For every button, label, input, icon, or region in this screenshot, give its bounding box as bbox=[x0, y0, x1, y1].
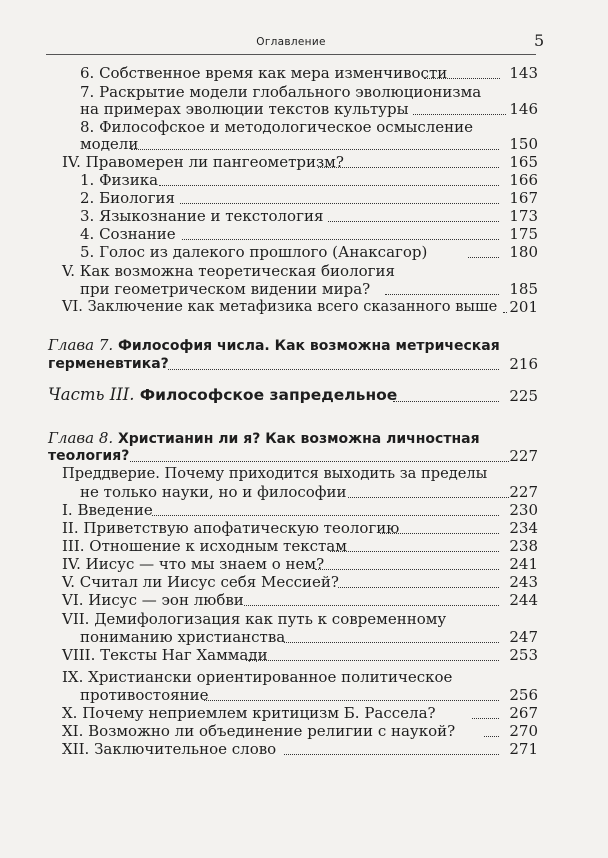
chapter-title: Философия числа. Как возможна метрическая bbox=[117, 338, 500, 354]
running-head bbox=[46, 34, 536, 55]
toc-page-number: 143 bbox=[509, 64, 538, 82]
toc-entry-title: 6. Собственное время как мера изменчивости bbox=[80, 64, 448, 82]
toc-entry-continued bbox=[80, 483, 347, 501]
part-prefix: Часть III. bbox=[48, 385, 135, 404]
chapter-title: Христианин ли я? Как возможна личностная bbox=[117, 431, 480, 447]
chapter-title-continued: герменевтика? bbox=[48, 356, 169, 372]
toc-entry bbox=[62, 646, 268, 664]
toc-entry bbox=[62, 501, 153, 519]
toc-entry bbox=[80, 243, 427, 261]
toc-entry-continued bbox=[80, 686, 208, 704]
toc-entry bbox=[62, 465, 487, 483]
toc-page-number: 256 bbox=[509, 686, 538, 704]
toc-entry-title: 8. Философское и методологическое осмысление bbox=[80, 118, 473, 136]
page-number: 5 bbox=[534, 31, 545, 50]
dot-leader bbox=[131, 149, 499, 150]
dot-leader bbox=[385, 294, 499, 295]
toc-entry bbox=[62, 298, 497, 316]
toc-entry-title: 7. Раскрытие модели глобального эволюционизма bbox=[80, 83, 482, 101]
dot-leader bbox=[168, 369, 499, 370]
toc-entry-title: V. Считал ли Иисус себя Мессией? bbox=[62, 573, 339, 591]
dot-leader bbox=[204, 700, 499, 701]
toc-entry-title: VI. Иисус — эон любви bbox=[62, 591, 244, 609]
toc-page-number: 173 bbox=[509, 207, 538, 225]
toc-page-number: 216 bbox=[509, 355, 538, 373]
chapter-prefix: Глава 8. bbox=[48, 429, 114, 447]
toc-entry-title: пониманию христианства bbox=[80, 628, 286, 646]
toc-page-number: 270 bbox=[509, 722, 538, 740]
dot-leader bbox=[180, 203, 499, 204]
dot-leader bbox=[338, 587, 499, 588]
toc-entry-title: X. Почему неприемлем критицизм Б. Рассела? bbox=[62, 704, 436, 722]
dot-leader bbox=[130, 461, 509, 462]
toc-entry-title: 4. Сознание bbox=[80, 225, 176, 243]
dot-leader bbox=[182, 239, 499, 240]
chapter-title-continued: теология? bbox=[48, 448, 130, 464]
toc-page-number: 225 bbox=[509, 387, 538, 405]
dot-leader bbox=[393, 401, 499, 402]
dot-leader bbox=[348, 497, 509, 498]
dot-leader bbox=[380, 533, 499, 534]
chapter-prefix: Глава 7. bbox=[48, 336, 114, 354]
toc-entry bbox=[62, 610, 446, 628]
toc-page-number: 166 bbox=[509, 171, 538, 189]
dot-leader bbox=[484, 736, 499, 737]
toc-entry-title: не только науки, но и философии bbox=[80, 483, 347, 501]
toc-entry bbox=[62, 537, 347, 555]
toc-entry bbox=[80, 207, 323, 225]
dot-leader bbox=[244, 605, 499, 606]
toc-page-number: 201 bbox=[509, 298, 538, 316]
toc-entry-continued bbox=[80, 280, 370, 298]
toc-entry-title: 2. Биология bbox=[80, 189, 176, 207]
toc-page-number: 271 bbox=[509, 740, 538, 758]
toc-entry-title: модели bbox=[80, 135, 139, 153]
dot-leader bbox=[159, 185, 499, 186]
toc-entry-title: IX. Христиански ориентированное политическое bbox=[62, 668, 453, 686]
toc-entry-title: VII. Демифологизация как путь к современному bbox=[62, 610, 447, 628]
dot-leader bbox=[152, 515, 499, 516]
toc-page-number: 238 bbox=[509, 537, 538, 555]
toc-entry-continued bbox=[80, 628, 285, 646]
toc-entry-title: 5. Голос из далекого прошлого (Анаксагор) bbox=[80, 243, 428, 261]
toc-entry-title: IV. Иисус — что мы знаем о нем? bbox=[62, 555, 325, 573]
toc-entry bbox=[62, 740, 276, 758]
dot-leader bbox=[246, 660, 499, 661]
toc-page-number: 267 bbox=[509, 704, 538, 722]
dot-leader bbox=[413, 114, 506, 115]
toc-entry-title: III. Отношение к исходным текстам bbox=[62, 537, 347, 555]
toc-entry bbox=[62, 519, 399, 537]
toc-entry-title: 3. Языкознание и текстология bbox=[80, 207, 324, 225]
toc-entry bbox=[80, 171, 158, 189]
toc-page-number: 234 bbox=[509, 519, 538, 537]
toc-chapter-entry bbox=[48, 336, 500, 355]
toc-entry bbox=[62, 573, 339, 591]
toc-page-number: 150 bbox=[509, 135, 538, 153]
toc-entry bbox=[80, 118, 473, 136]
dot-leader bbox=[315, 569, 499, 570]
toc-entry-continued bbox=[80, 100, 409, 118]
toc-entry-title: IV. Правомерен ли пангеометризм? bbox=[62, 153, 344, 171]
toc-page-number: 227 bbox=[509, 447, 538, 465]
toc-entry bbox=[80, 83, 481, 101]
toc-entry-title: XI. Возможно ли объединение религии с наукой? bbox=[62, 722, 456, 740]
toc-entry bbox=[62, 591, 244, 609]
toc-part-entry bbox=[48, 386, 397, 404]
toc-page-number: 185 bbox=[509, 280, 538, 298]
toc-entry-title: V. Как возможна теоретическая биология bbox=[62, 262, 395, 280]
toc-entry-title: Преддверие. Почему приходится выходить за пределы bbox=[62, 465, 488, 482]
toc-entry-title: I. Введение bbox=[62, 501, 153, 519]
dot-leader bbox=[424, 78, 500, 79]
toc-entry-title: VIII. Тексты Наг Хаммади bbox=[62, 646, 268, 664]
dot-leader bbox=[330, 551, 499, 552]
toc-entry-title: при геометрическом видении мира? bbox=[80, 280, 371, 298]
dot-leader bbox=[318, 167, 499, 168]
toc-page-number: 247 bbox=[509, 628, 538, 646]
toc-entry bbox=[80, 189, 175, 207]
toc-entry bbox=[62, 153, 344, 171]
toc-page-number: 241 bbox=[509, 555, 538, 573]
toc-entry-title: на примерах эволюции текстов культуры bbox=[80, 100, 409, 118]
toc-entry-title: XII. Заключительное слово bbox=[62, 740, 277, 758]
toc-page-number: 243 bbox=[509, 573, 538, 591]
toc-page-number: 167 bbox=[509, 189, 538, 207]
toc-entry bbox=[62, 704, 436, 722]
toc-entry-continued bbox=[80, 135, 138, 153]
toc-entry bbox=[62, 668, 452, 686]
toc-entry bbox=[80, 64, 447, 82]
toc-page-number: 253 bbox=[509, 646, 538, 664]
toc-entry-title: 1. Физика bbox=[80, 171, 159, 189]
toc-entry bbox=[62, 262, 395, 280]
toc-entry bbox=[62, 722, 455, 740]
part-title: Философское запредельное bbox=[139, 386, 398, 404]
running-title: Оглавление bbox=[256, 36, 326, 48]
toc-entry-title: противостояние bbox=[80, 686, 209, 704]
toc-page-number: 180 bbox=[509, 243, 538, 261]
dot-leader bbox=[284, 754, 499, 755]
dot-leader bbox=[284, 642, 499, 643]
toc-page-number: 165 bbox=[509, 153, 538, 171]
toc-chapter-entry bbox=[48, 429, 480, 448]
toc-page-number: 244 bbox=[509, 591, 538, 609]
dot-leader bbox=[328, 221, 499, 222]
toc-page-number: 146 bbox=[509, 100, 538, 118]
toc-page-number: 227 bbox=[509, 483, 538, 501]
dot-leader bbox=[468, 257, 499, 258]
toc-page-number: 175 bbox=[509, 225, 538, 243]
toc-entry bbox=[80, 225, 176, 243]
toc-entry bbox=[62, 555, 324, 573]
toc-page-number: 230 bbox=[509, 501, 538, 519]
toc-entry-title: VI. Заключение как метафизика всего сказанного выше bbox=[62, 298, 498, 315]
toc-entry-title: II. Приветствую апофатическую теологию bbox=[62, 519, 400, 537]
dot-leader bbox=[472, 718, 499, 719]
